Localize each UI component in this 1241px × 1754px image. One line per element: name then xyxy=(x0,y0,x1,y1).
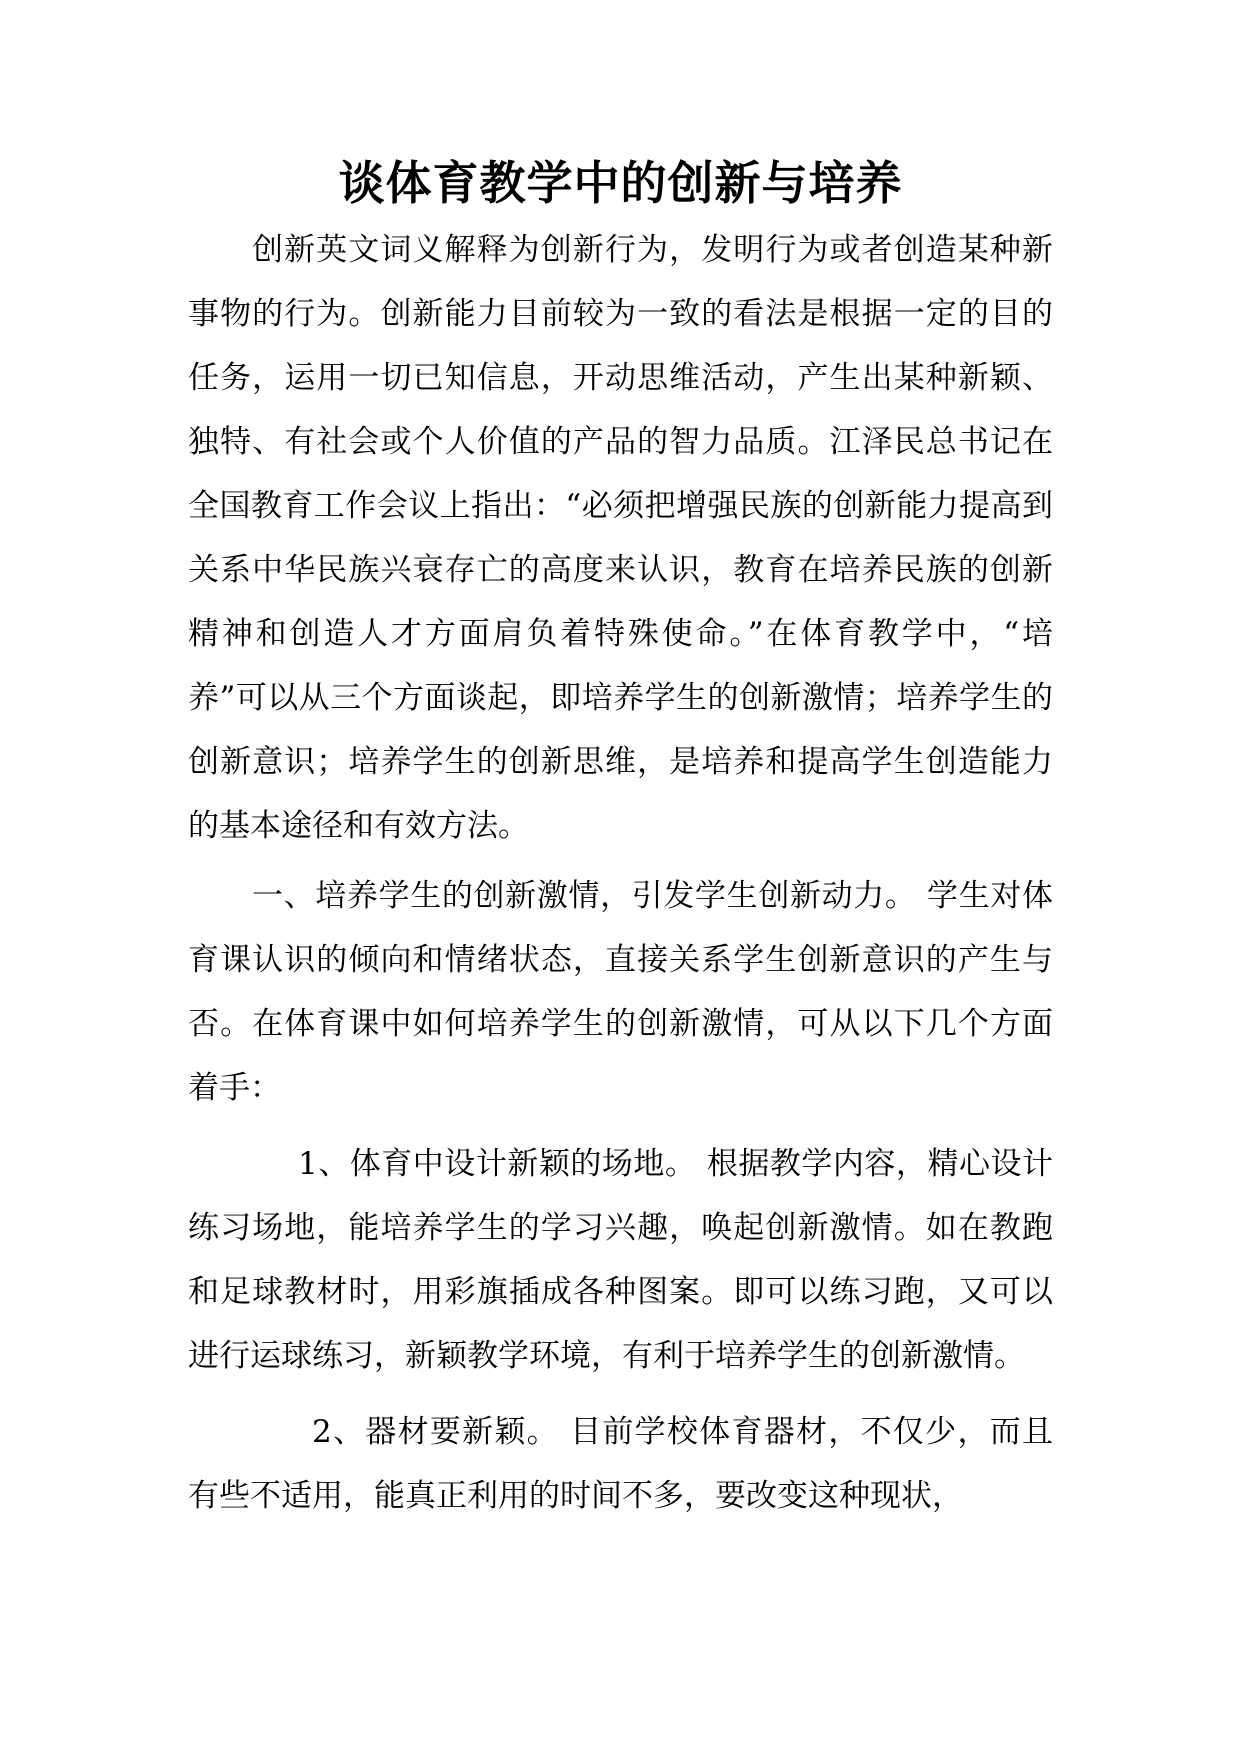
paragraph-item-one: 1、体育中设计新颖的场地。 根据教学内容，精心设计练习场地，能培养学生的学习兴趣，唤起创新激情。如在教跑和足球教材时，用彩旗插成各种图案。即可以练习跑，又可以进行运球练习，新颖教学环境，有利于培养学生的创新激情。 xyxy=(188,1146,1053,1374)
document-title: 谈体育教学中的创新与培养 xyxy=(338,156,903,210)
paragraph-section-one: 一、培养学生的创新激情，引发学生创新动力。 学生对体育课认识的倾向和情绪状态，直接关系学生创新意识的产生与否。在体育课中如何培养学生的创新激情，可从以下几个方面着手： xyxy=(188,878,1053,1106)
document-page xyxy=(188,150,1053,1528)
paragraph-intro: 创新英文词义解释为创新行为，发明行为或者创造某种新事物的行为。创新能力目前较为一致的看法是根据一定的目的任务，运用一切已知信息，开动思维活动，产生出某种新颖、独特、有社会或个人价值的产品的智力品质。江泽民总书记在全国教育工作会议上指出：“必须把增强民族的创新能力提高到关系中华民族兴衰存亡的高度来认识，教育在培养民族的创新精神和创造人才方面肩负着特殊使命。”在体育教学中，“培养”可以从三个方面谈起，即培养学生的创新激情；培养学生的创新意识；培养学生的创新思维，是培养和提高学生创造能力的基本途径和有效方法。 xyxy=(188,232,1053,844)
paragraph-item-two: 2、器材要新颖。 目前学校体育器材，不仅少，而且有些不适用，能真正利用的时间不多，要改变这种现状， xyxy=(188,1414,1053,1514)
